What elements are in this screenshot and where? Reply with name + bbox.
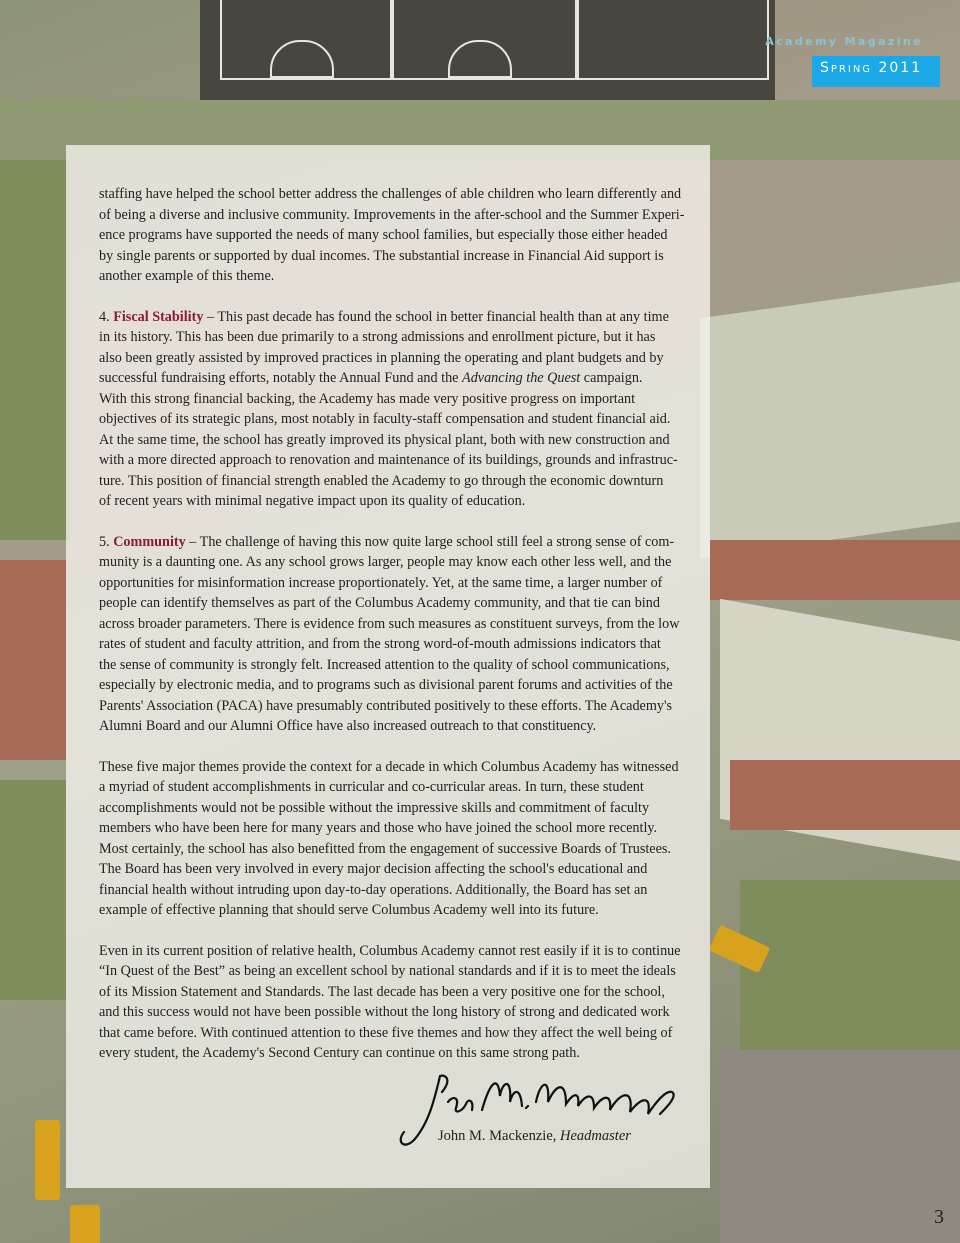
- paragraph: These five major themes provide the context for a decade in which Columbus Academy has witnessed a myriad of student accomplishments in curricular and co-curricular areas. In turn, these student accomplishments would not be possible without the impressive skills and commitment of faculty members who have been here for many years and those who have joined the school more recently. Most certainly, the school has also benefitted from the engagement of successive Boards of Trustees. The Board has been very involved in every major decision affecting the school's educational and financial health without intruding upon day-to-day operations. Additionally, the Board has set an example of effective planning that should serve Columbus Academy well into its future.: [99, 758, 679, 918]
- magazine-name: Academy Magazine: [765, 35, 923, 48]
- paragraph: staffing have helped the school better address the challenges of able children who learn differently and of being a diverse and inclusive community. Improvements in the after-school and the Summer Experi- ence programs have supported the needs of many school families, but especially those either headed by single parents or supported by dual incomes. The substantial increase in Financial Aid support is another example of this theme.: [99, 186, 685, 284]
- signer-name: John M. Mackenzie,: [438, 1128, 561, 1144]
- list-number: 4.: [99, 308, 110, 325]
- section-heading: Fiscal Stability: [113, 308, 204, 325]
- signer-title: Headmaster: [560, 1128, 631, 1144]
- paragraph: Even in its current position of relative health, Columbus Academy cannot rest easily if it is to continue “In Quest of the Best” as being an excellent school by national standards and if it is to meet the ideals of its Mission Statement and Standards. The last decade has been a very positive one for the school, and this success would not have been possible without the long history of strong and dedicated work that came before. With continued attention to these five themes and how they affect the well being of every student, the Academy's Second Century can continue on this same strong path.: [99, 942, 681, 1061]
- page-number: 3: [934, 1206, 944, 1228]
- building-roof: [700, 282, 960, 559]
- paragraph-fiscal-stability: 4. Fiscal Stability – This past decade has found the school in better financial health than at any time in its history. This has been due primarily to a strong admissions and enrollment picture, but it has also been greatly assisted by improved practices in planning the operating and plant budgets and by successful fundraising efforts, notably the Annual Fund and the Advancing the Quest campaign. With this strong financial backing, the Academy has made very positive progress on important objectives of its strategic plans, most notably in faculty-staff compensation and student financial aid. At the same time, the school has greatly improved its physical plant, both with new construction and with a more directed approach to renovation and maintenance of its buildings, grounds and infrastruc- ture. This position of financial strength enabled the Academy to go through the economic downturn of recent years with minimal negative impact upon its quality of education.: [99, 308, 678, 509]
- campaign-name: Advancing the Quest: [462, 370, 581, 386]
- signature-caption: [438, 1128, 631, 1145]
- basketball-court: [200, 0, 775, 100]
- issue-badge: Spring 2011: [812, 56, 940, 87]
- article-body: [99, 184, 699, 1084]
- list-number: 5.: [99, 533, 110, 550]
- paragraph-community: 5. Community – The challenge of having this now quite large school still feel a strong sense of com- munity is a daunting one. As any school grows larger, people may know each other less well, and the opportunities for misinformation increase proportionately. Yet, at the same time, a larger number of people can identify themselves as part of the Columbus Academy community, and that tie can bind across broader parameters. There is evidence from such measures as constituent surveys, from the low rates of student and faculty attrition, and from the strong word-of-mouth admissions indicators that the sense of community is strongly felt. Increased attention to the quality of school communications, especially by electronic media, and to programs such as divisional parent forums and activities of the Parents' Association (PACA) have presumably contributed positively to these efforts. The Academy's Alumni Board and our Alumni Office have also increased outreach to that constituency.: [99, 533, 680, 734]
- section-heading: Community: [113, 533, 186, 550]
